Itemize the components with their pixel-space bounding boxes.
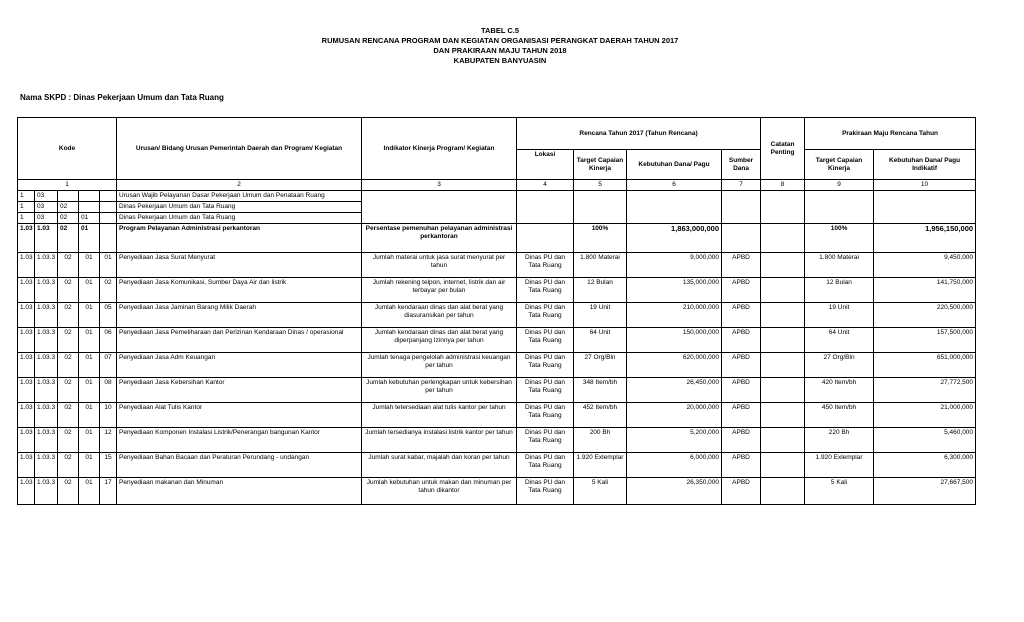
column-number: 7	[722, 180, 761, 191]
kode-4: 01	[79, 303, 100, 328]
kode-2: 03	[35, 191, 58, 202]
kode-4: 01	[79, 453, 100, 478]
kegiatan-target-2: 64 Unit	[805, 328, 874, 353]
kegiatan-dana-2: 27,667,500	[874, 478, 976, 505]
kegiatan-lokasi: Dinas PU dan Tata Ruang	[517, 278, 574, 303]
kegiatan-name: Penyediaan Jasa Jaminan Barang Milik Daerah	[117, 303, 362, 328]
kegiatan-dana-2: 5,460,000	[874, 428, 976, 453]
empty-cell	[874, 191, 976, 224]
program-indikator: Persentase pemenuhan pelayanan administrasi perkantoran	[362, 224, 517, 253]
kode-4: 01	[79, 428, 100, 453]
kegiatan-sumber: APBD	[722, 353, 761, 378]
kegiatan-dana-2: 6,300,000	[874, 453, 976, 478]
kegiatan-target-2: 27 Org/Bln	[805, 353, 874, 378]
column-number: 5	[574, 180, 627, 191]
column-number: 1	[18, 180, 117, 191]
kegiatan-name: Penyediaan Jasa Kebersihan Kantor	[117, 378, 362, 403]
kegiatan-indikator: Jumlah materai untuk jasa surat menyurat per tahun	[362, 253, 517, 278]
kegiatan-target-2: 1.920 Exlemplar	[805, 453, 874, 478]
empty-cell	[761, 278, 805, 303]
kegiatan-dana: 135,000,000	[627, 278, 722, 303]
kode-1: 1.03	[18, 328, 35, 353]
kode-5	[100, 191, 117, 202]
table-number: TABEL C.5	[480, 26, 520, 35]
kegiatan-row	[18, 453, 976, 478]
kegiatan-row	[18, 478, 976, 505]
kegiatan-dana: 5,200,000	[627, 428, 722, 453]
kode-2: 1.03.3	[35, 278, 58, 303]
kode-4	[79, 202, 100, 213]
column-number: 6	[627, 180, 722, 191]
kegiatan-indikator: Jumlah tetersediaan alat tulis kantor per tahun	[362, 403, 517, 428]
kegiatan-target: 1.920 Exlemplar	[574, 453, 627, 478]
header-target-2: Target Capaian Kinerja	[805, 150, 874, 180]
kode-5: 06	[100, 328, 117, 353]
kode-2: 03	[35, 213, 58, 224]
kegiatan-target: 200 Bh	[574, 428, 627, 453]
kode-3: 02	[58, 213, 79, 224]
column-number: 2	[117, 180, 362, 191]
kegiatan-row	[18, 403, 976, 428]
kode-3: 02	[58, 378, 79, 403]
header-kode: Kode	[18, 118, 117, 180]
kegiatan-indikator: Jumlah kendaraan dinas dan alat berat yang diperpanjang Izinnya per tahun	[362, 328, 517, 353]
kode-4: 01	[79, 353, 100, 378]
kegiatan-name: Penyediaan makanan dan Minuman	[117, 478, 362, 505]
kode-1: 1.03	[18, 378, 35, 403]
kegiatan-lokasi: Dinas PU dan Tata Ruang	[517, 253, 574, 278]
kode-2: 1.03.3	[35, 478, 58, 505]
empty-cell	[761, 303, 805, 328]
kegiatan-target-2: 1.800 Materai	[805, 253, 874, 278]
kode-1: 1.03	[18, 253, 35, 278]
header-indikator: Indikator Kinerja Program/ Kegiatan	[362, 118, 517, 180]
program-name: Program Pelayanan Administrasi perkantoran	[117, 224, 362, 253]
kode-1: 1.03	[18, 428, 35, 453]
document-title-block	[0, 26, 1000, 66]
empty-cell	[722, 224, 761, 253]
kode-4: 01	[79, 253, 100, 278]
kode-1: 1.03	[18, 353, 35, 378]
kegiatan-sumber: APBD	[722, 478, 761, 505]
kode-4: 01	[79, 328, 100, 353]
kode-3: 02	[58, 202, 79, 213]
kode-3: 02	[58, 478, 79, 505]
kode-2: 1.03.3	[35, 253, 58, 278]
kode-2: 1.03.3	[35, 403, 58, 428]
column-number: 4	[517, 180, 574, 191]
empty-cell	[627, 191, 722, 224]
urusan-name: Dinas Pekerjaan Umum dan Tata Ruang	[117, 213, 362, 224]
kode-1: 1.03	[18, 453, 35, 478]
urusan-row	[18, 191, 976, 202]
kegiatan-target: 348 Item/bh	[574, 378, 627, 403]
kode-2: 1.03.3	[35, 453, 58, 478]
kode-4: 01	[79, 278, 100, 303]
program-dana: 1,863,000,000	[627, 224, 722, 253]
kegiatan-indikator: Jumlah rekening telpon, internet, listrik dan air terbayar per bulan	[362, 278, 517, 303]
column-number: 8	[761, 180, 805, 191]
kode-2: 03	[35, 202, 58, 213]
empty-cell	[761, 353, 805, 378]
kode-3: 02	[58, 353, 79, 378]
kode-3: 02	[58, 453, 79, 478]
kegiatan-dana: 150,000,000	[627, 328, 722, 353]
kegiatan-lokasi: Dinas PU dan Tata Ruang	[517, 328, 574, 353]
empty-cell	[805, 191, 874, 224]
empty-cell	[517, 191, 574, 224]
kegiatan-lokasi: Dinas PU dan Tata Ruang	[517, 403, 574, 428]
kegiatan-row	[18, 378, 976, 403]
kode-2: 1.03.3	[35, 353, 58, 378]
kegiatan-name: Penyediaan Komponen Instalasi Listrik/Penerangan bangunan Kantor	[117, 428, 362, 453]
header-kebutuhan: Kebutuhan Dana/ Pagu	[627, 150, 722, 180]
kegiatan-dana: 6,000,000	[627, 453, 722, 478]
kode-2: 1.03.3	[35, 303, 58, 328]
kode-1: 1.03	[18, 278, 35, 303]
empty-cell	[761, 403, 805, 428]
kegiatan-sumber: APBD	[722, 378, 761, 403]
kegiatan-row	[18, 328, 976, 353]
program-target: 100%	[574, 224, 627, 253]
kegiatan-sumber: APBD	[722, 253, 761, 278]
kode-5	[100, 224, 117, 253]
kegiatan-indikator: Jumlah tenaga pengelolah administrasi keuangan per tahun	[362, 353, 517, 378]
header-urusan: Urusan/ Bidang Urusan Pemerintah Daerah dan Program/ Kegiatan	[117, 118, 362, 180]
program-row	[18, 224, 976, 253]
kode-1: 1	[18, 213, 35, 224]
empty-cell	[761, 428, 805, 453]
kegiatan-name: Penyediaan Jasa Komunikasi, Sumber Daya Air dan listrik	[117, 278, 362, 303]
header-rencana: Rencana Tahun 2017 (Tahun Rencana)	[517, 118, 761, 150]
kegiatan-dana: 9,000,000	[627, 253, 722, 278]
skpd-name: Nama SKPD : Dinas Pekerjaan Umum dan Tata Ruang	[20, 93, 224, 102]
kode-4: 01	[79, 478, 100, 505]
kode-5: 12	[100, 428, 117, 453]
empty-cell	[761, 224, 805, 253]
empty-cell	[761, 191, 805, 224]
program-table	[17, 117, 976, 505]
kode-5: 10	[100, 403, 117, 428]
empty-cell	[362, 191, 517, 224]
kode-1: 1.03	[18, 478, 35, 505]
kode-4: 01	[79, 378, 100, 403]
kode-2: 1.03.3	[35, 378, 58, 403]
column-number: 3	[362, 180, 517, 191]
kegiatan-dana-2: 21,000,000	[874, 403, 976, 428]
kegiatan-dana-2: 220,500,000	[874, 303, 976, 328]
empty-cell	[517, 224, 574, 253]
kegiatan-indikator: Jumlah kendaraan dinas dan alat berat yang diasuransikan per tahun	[362, 303, 517, 328]
kegiatan-lokasi: Dinas PU dan Tata Ruang	[517, 478, 574, 505]
kode-5	[100, 202, 117, 213]
kegiatan-target-2: 450 Item/bh	[805, 403, 874, 428]
kegiatan-name: Penyediaan Bahan Bacaan dan Peraturan Perundang - undangan	[117, 453, 362, 478]
kode-1: 1.03	[18, 403, 35, 428]
kegiatan-row	[18, 428, 976, 453]
kegiatan-lokasi: Dinas PU dan Tata Ruang	[517, 353, 574, 378]
kegiatan-lokasi: Dinas PU dan Tata Ruang	[517, 453, 574, 478]
kegiatan-dana: 20,000,000	[627, 403, 722, 428]
kegiatan-dana-2: 9,450,000	[874, 253, 976, 278]
kegiatan-row	[18, 303, 976, 328]
title-line: RUMUSAN RENCANA PROGRAM DAN KEGIATAN ORGANISASI PERANGKAT DAERAH TAHUN 2017	[321, 36, 679, 45]
kode-3: 02	[58, 328, 79, 353]
kode-1: 1	[18, 202, 35, 213]
empty-cell	[761, 453, 805, 478]
kode-5: 08	[100, 378, 117, 403]
kegiatan-indikator: Jumlah kebutuhan perlengkapan untuk kebersihan per tahun	[362, 378, 517, 403]
kegiatan-dana: 210,000,000	[627, 303, 722, 328]
kegiatan-row	[18, 253, 976, 278]
kegiatan-row	[18, 278, 976, 303]
empty-cell	[574, 191, 627, 224]
kegiatan-sumber: APBD	[722, 328, 761, 353]
kegiatan-sumber: APBD	[722, 403, 761, 428]
kegiatan-target: 64 Unit	[574, 328, 627, 353]
kode-2: 1.03.3	[35, 328, 58, 353]
program-target-2: 100%	[805, 224, 874, 253]
kegiatan-lokasi: Dinas PU dan Tata Ruang	[517, 378, 574, 403]
kode-3: 02	[58, 278, 79, 303]
kode-3: 02	[58, 403, 79, 428]
header-kebutuhan-2: Kebutuhan Dana/ Pagu Indikatif	[874, 150, 976, 180]
kegiatan-dana-2: 157,500,000	[874, 328, 976, 353]
kegiatan-lokasi: Dinas PU dan Tata Ruang	[517, 303, 574, 328]
header-target: Target Capaian Kinerja	[574, 150, 627, 180]
kode-5: 01	[100, 253, 117, 278]
kegiatan-target-2: 5 Kali	[805, 478, 874, 505]
kode-5: 07	[100, 353, 117, 378]
kode-5: 17	[100, 478, 117, 505]
kode-4: 01	[79, 213, 100, 224]
kegiatan-dana: 26,350,000	[627, 478, 722, 505]
kode-3: 02	[58, 224, 79, 253]
kegiatan-dana: 620,000,000	[627, 353, 722, 378]
header-lokasi: Lokasi	[517, 150, 574, 180]
kode-5: 15	[100, 453, 117, 478]
kegiatan-name: Penyediaan Alat Tulis Kantor	[117, 403, 362, 428]
kegiatan-target: 27 Org/Bln	[574, 353, 627, 378]
kegiatan-sumber: APBD	[722, 303, 761, 328]
kode-3	[58, 191, 79, 202]
header-sumber: Sumber Dana	[722, 150, 761, 180]
column-number: 9	[805, 180, 874, 191]
kegiatan-row	[18, 353, 976, 378]
kode-2: 1.03.3	[35, 428, 58, 453]
program-dana-2: 1,956,150,000	[874, 224, 976, 253]
kegiatan-indikator: Jumlah kebutuhan untuk makan dan minuman per tahun dikantor	[362, 478, 517, 505]
kegiatan-target-2: 12 Bulan	[805, 278, 874, 303]
kode-2: 1.03	[35, 224, 58, 253]
kegiatan-sumber: APBD	[722, 428, 761, 453]
kode-5	[100, 213, 117, 224]
kegiatan-dana: 26,450,000	[627, 378, 722, 403]
kode-4	[79, 191, 100, 202]
kode-1: 1.03	[18, 224, 35, 253]
kode-5: 05	[100, 303, 117, 328]
empty-cell	[761, 478, 805, 505]
title-line: KABUPATEN BANYUASIN	[453, 56, 547, 65]
urusan-name: Dinas Pekerjaan Umum dan Tata Ruang	[117, 202, 362, 213]
kegiatan-target: 5 Kali	[574, 478, 627, 505]
kegiatan-indikator: Jumlah tersedianya instalasi listrik kantor per tahun	[362, 428, 517, 453]
kegiatan-name: Penyediaan Jasa Pemeliharaan dan Perizinan Kendaraan Dinas / operasional	[117, 328, 362, 353]
kode-4: 01	[79, 403, 100, 428]
header-prakiraan: Prakiraan Maju Rencana Tahun	[805, 118, 976, 150]
kegiatan-name: Penyediaan Jasa Adm Keuangan	[117, 353, 362, 378]
kegiatan-lokasi: Dinas PU dan Tata Ruang	[517, 428, 574, 453]
kode-1: 1	[18, 191, 35, 202]
kegiatan-sumber: APBD	[722, 453, 761, 478]
kegiatan-target-2: 420 Item/bh	[805, 378, 874, 403]
kegiatan-dana-2: 651,000,000	[874, 353, 976, 378]
kegiatan-target: 19 Unit	[574, 303, 627, 328]
kegiatan-target-2: 19 Unit	[805, 303, 874, 328]
empty-cell	[761, 253, 805, 278]
urusan-name: Urusan Wajib Pelayanan Dasar Pekerjaan Umum dan Penataan Ruang	[117, 191, 362, 202]
kegiatan-name: Penyediaan Jasa Surat Menyurat	[117, 253, 362, 278]
kegiatan-dana-2: 141,750,000	[874, 278, 976, 303]
kegiatan-target: 452 Item/bh	[574, 403, 627, 428]
kode-1: 1.03	[18, 303, 35, 328]
empty-cell	[722, 191, 761, 224]
kode-4: 01	[79, 224, 100, 253]
kegiatan-target-2: 220 Bh	[805, 428, 874, 453]
kode-3: 02	[58, 303, 79, 328]
title-line: DAN PRAKIRAAN MAJU TAHUN 2018	[433, 46, 567, 55]
kegiatan-target: 1.800 Materai	[574, 253, 627, 278]
header-catatan: Catatan Penting	[761, 118, 805, 180]
kegiatan-sumber: APBD	[722, 278, 761, 303]
kegiatan-dana-2: 27,772,500	[874, 378, 976, 403]
kode-3: 02	[58, 428, 79, 453]
column-number: 10	[874, 180, 976, 191]
kode-3: 02	[58, 253, 79, 278]
empty-cell	[761, 328, 805, 353]
kegiatan-indikator: Jumlah surat kabar, majalah dan koran per tahun	[362, 453, 517, 478]
empty-cell	[761, 378, 805, 403]
kode-5: 02	[100, 278, 117, 303]
kegiatan-target: 12 Bulan	[574, 278, 627, 303]
